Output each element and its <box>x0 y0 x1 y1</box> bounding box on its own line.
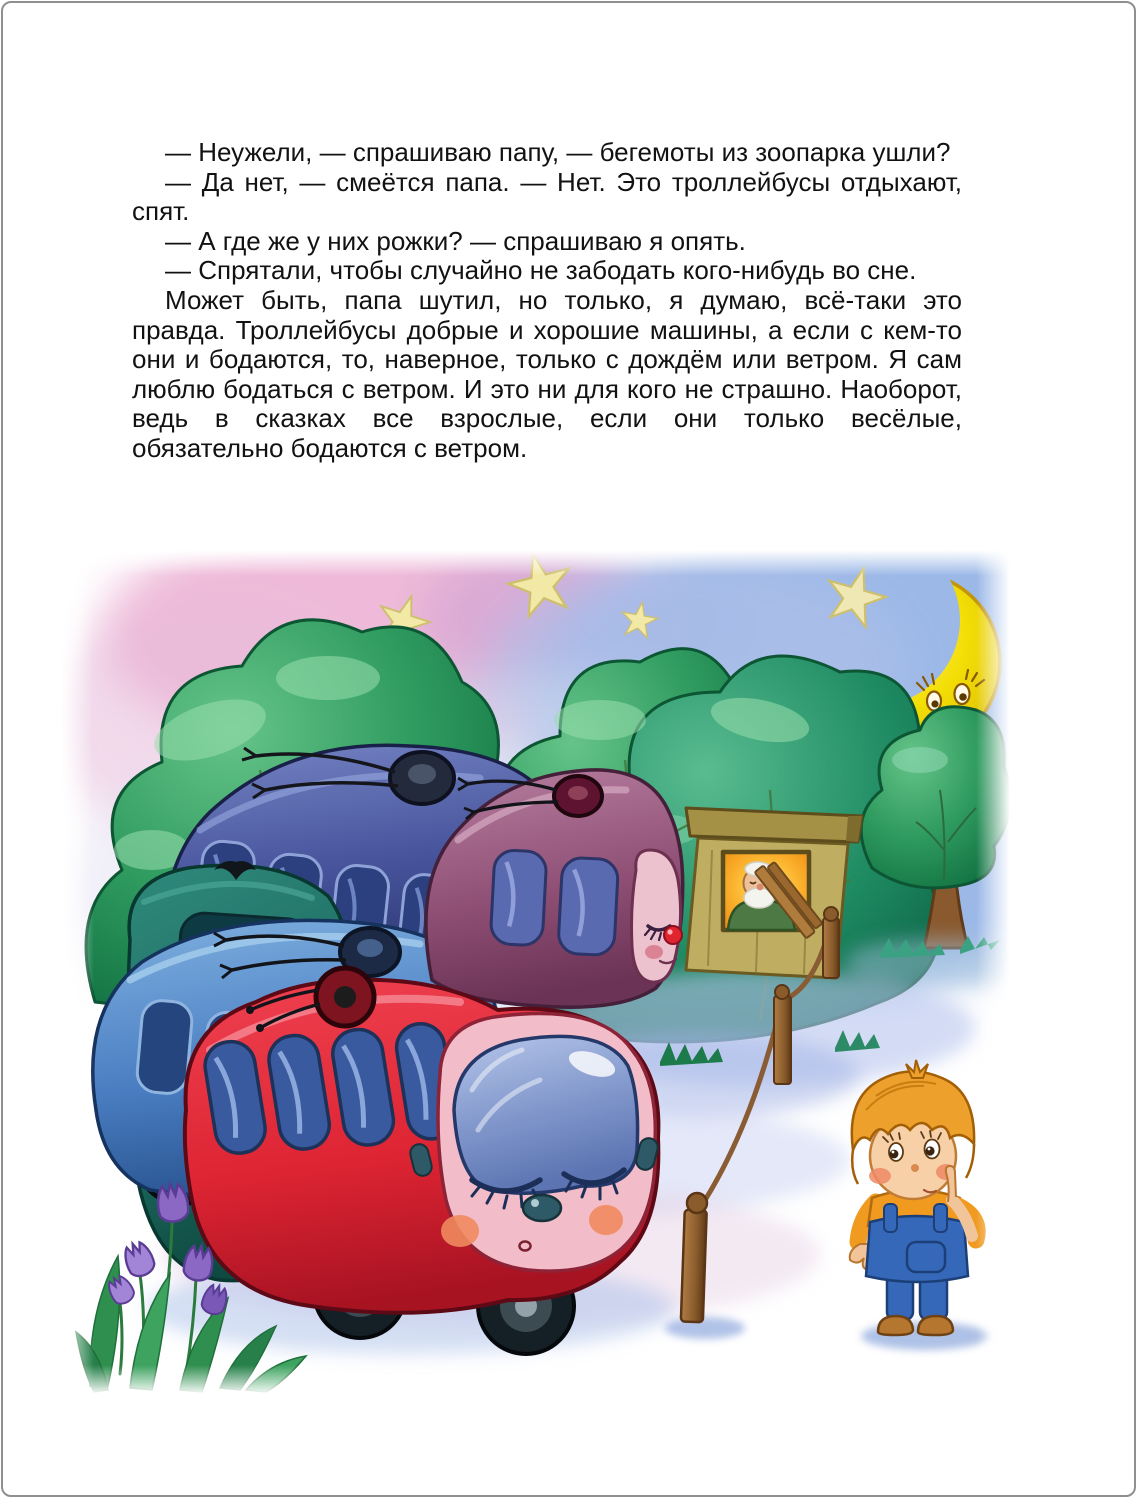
red-bus-nose <box>523 1195 561 1221</box>
boy-shoe <box>918 1316 953 1335</box>
story-paragraph: — А где же у них рожки? — спрашиваю я опять. <box>165 225 746 256</box>
story-paragraph: — Неужели, — спрашиваю папу, — бегемоты из зоопарка ушли? <box>165 137 951 167</box>
fence-post <box>774 985 791 1084</box>
boy-nose <box>911 1164 919 1172</box>
cheek-left <box>441 1215 479 1247</box>
boy-shoe <box>878 1316 913 1335</box>
red-face <box>408 1014 659 1272</box>
fence-post <box>823 907 839 978</box>
purple-red-nose <box>664 926 682 944</box>
fence-post <box>681 1193 707 1323</box>
story-paragraph: — Да нет, — смеётся папа. — Нет. Это троллейбусы отдыхают, спят. <box>132 166 962 227</box>
story-paragraph: — Спрятали, чтобы случайно не забодать кого-нибудь во сне. <box>165 255 917 286</box>
purple-cheek <box>645 945 663 959</box>
illustration-sleeping-trolleybuses <box>60 550 1010 1395</box>
cheek-right <box>589 1205 623 1235</box>
windshield-eyes <box>454 1036 638 1193</box>
purple-face <box>632 850 683 982</box>
overalls-strap <box>884 1204 897 1232</box>
overalls-strap <box>934 1204 947 1232</box>
story-text <box>132 138 962 464</box>
boy <box>850 1060 989 1350</box>
story-paragraph: Может быть, папа шутил, но только, я думаю, всё-таки это правда. Троллейбусы добрые и хорошие машины, а если с кем-то они и бодаются, то, наверное, только с дождём или ветром. Я сам люблю бодаться с ветром. И это ни для кого не страшно. Наоборот, ведь в сказках все взрослые, если они только весёлые, обязательно бодаются с ветром. <box>132 284 962 463</box>
